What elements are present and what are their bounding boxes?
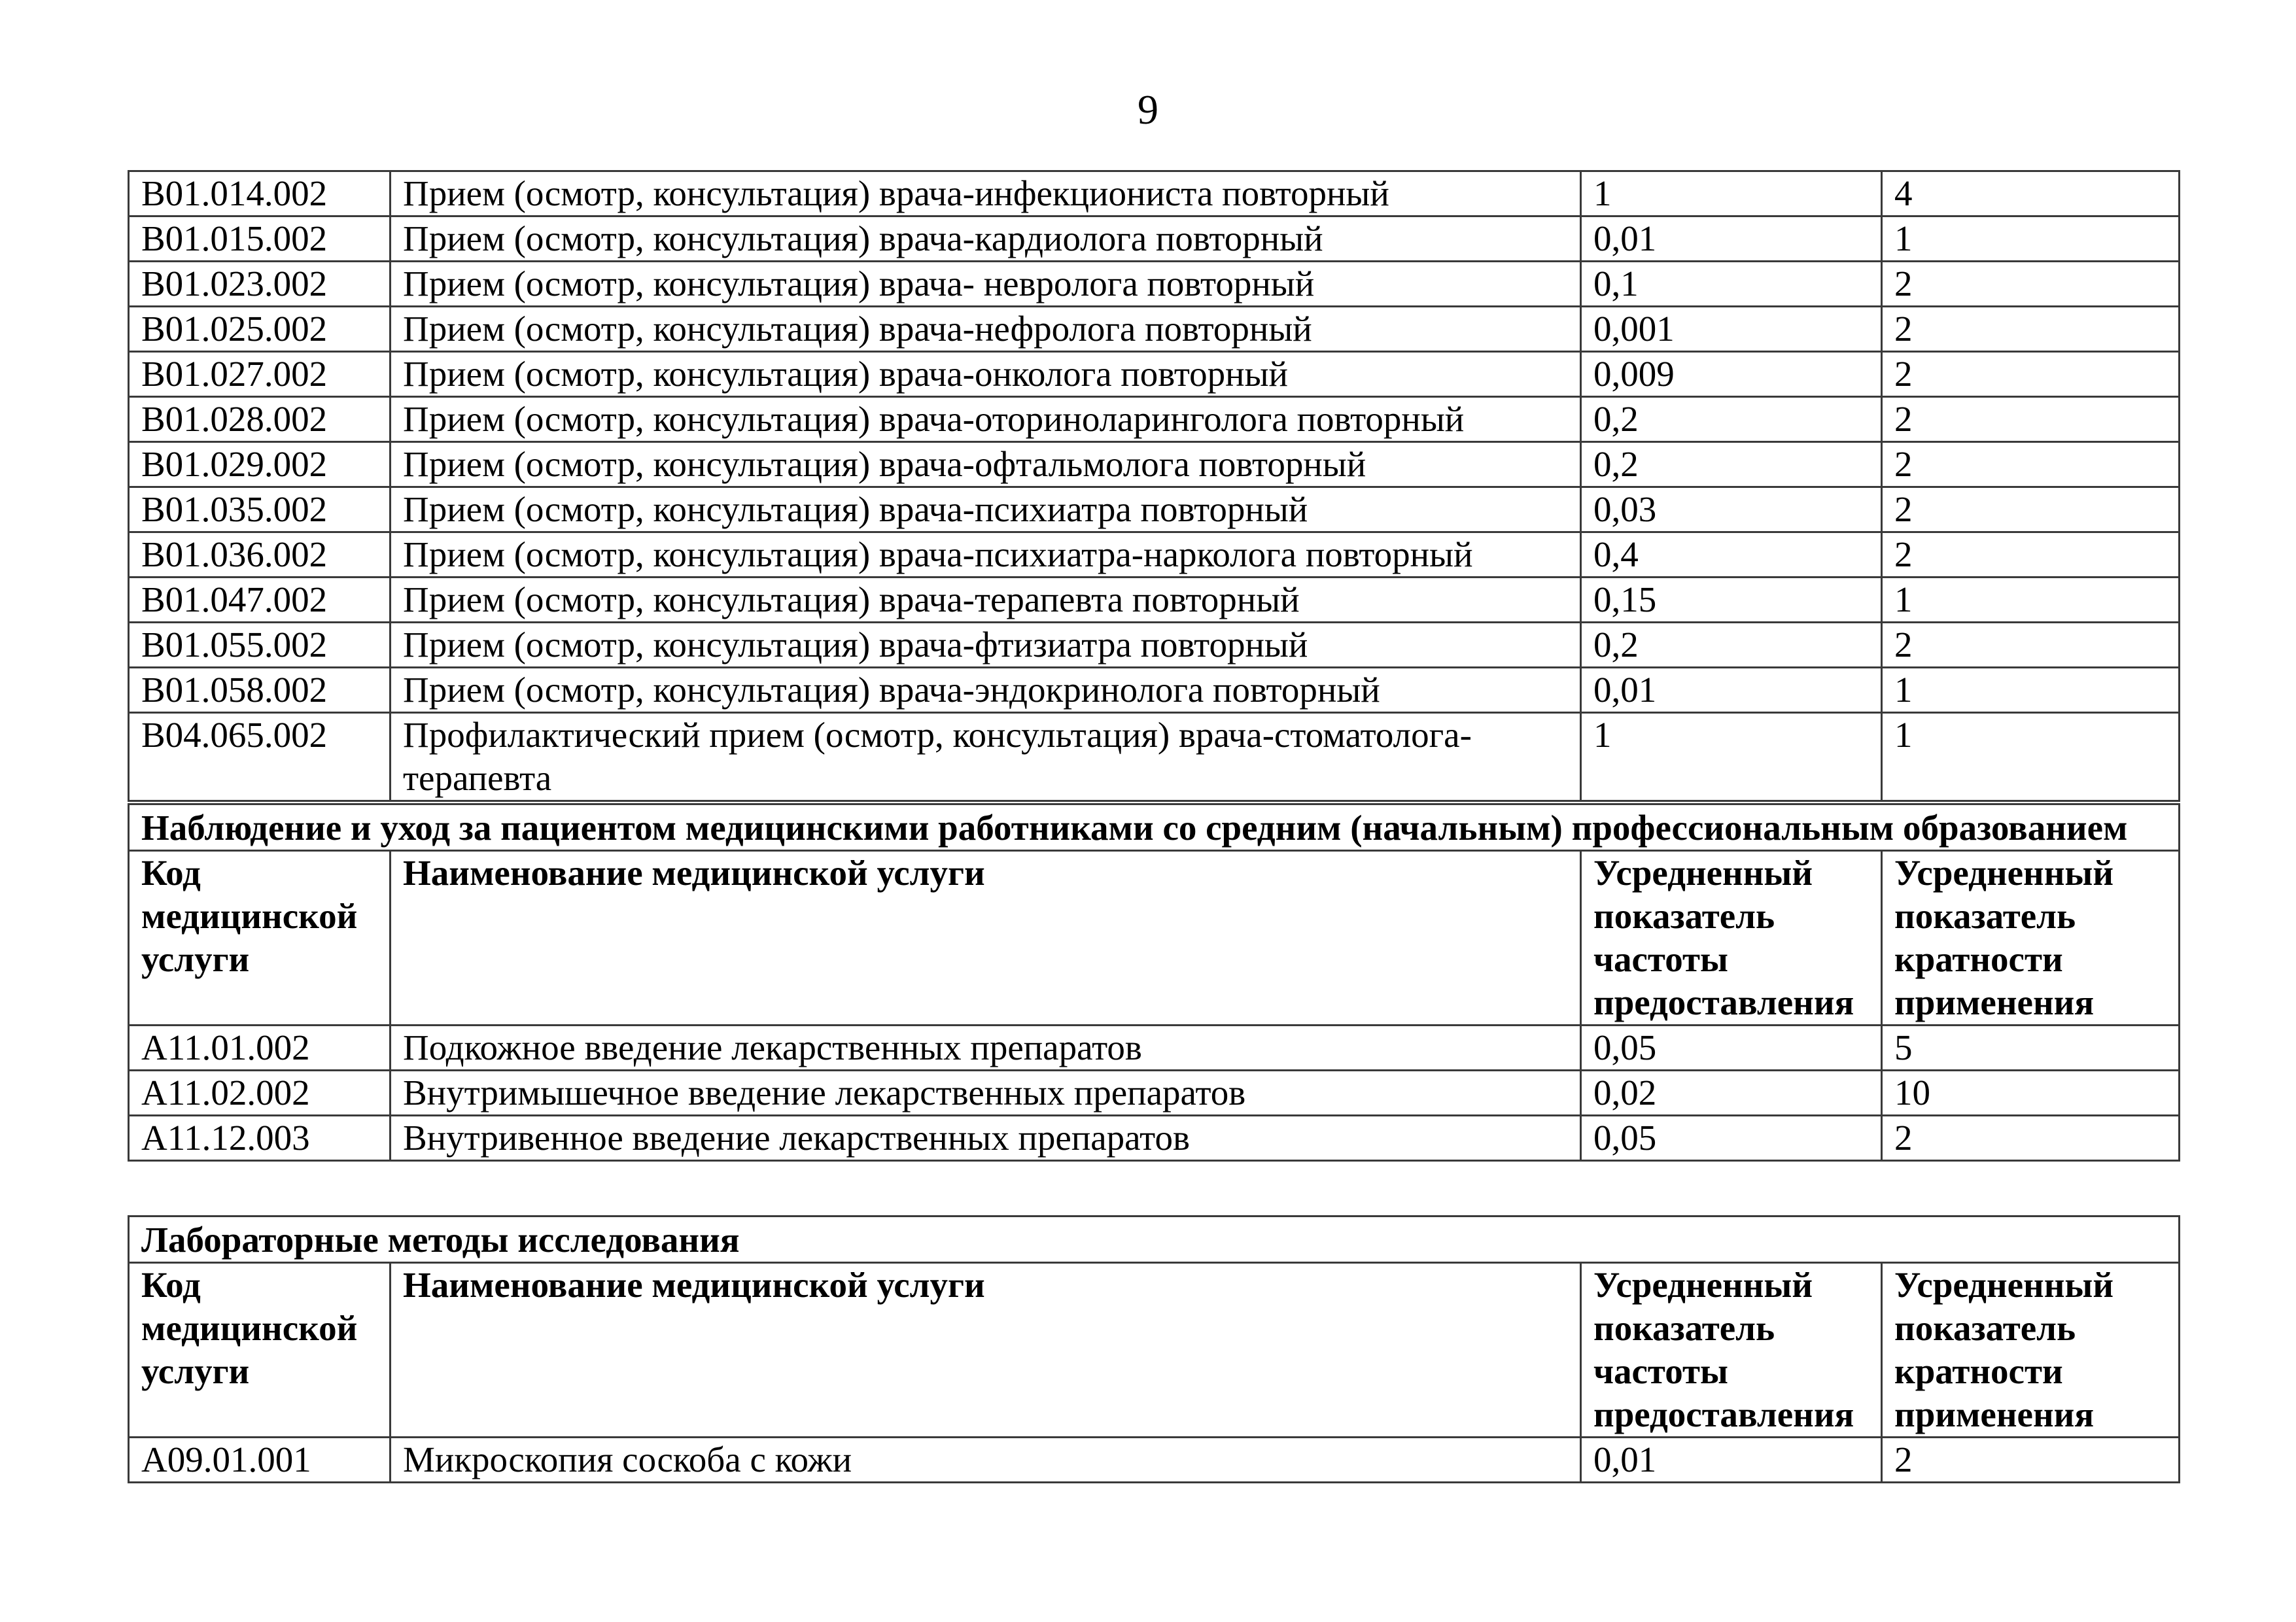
table-row bbox=[129, 578, 2180, 623]
multiplicity-value: 5 bbox=[1882, 1026, 2180, 1071]
service-code: B01.036.002 bbox=[129, 532, 391, 578]
table-row bbox=[129, 397, 2180, 442]
service-name: Прием (осмотр, консультация) врача-психиатра повторный bbox=[391, 487, 1581, 532]
column-header-multiplicity: Усредненный показатель кратности применения bbox=[1882, 851, 2180, 1026]
table-header-row bbox=[129, 1263, 2180, 1438]
multiplicity-value: 10 bbox=[1882, 1071, 2180, 1116]
service-name: Прием (осмотр, консультация) врача-кардиолога повторный bbox=[391, 216, 1581, 262]
frequency-value: 0,01 bbox=[1581, 668, 1882, 713]
service-code: B01.029.002 bbox=[129, 442, 391, 487]
frequency-value: 0,2 bbox=[1581, 623, 1882, 668]
table-row bbox=[129, 262, 2180, 307]
frequency-value: 0,05 bbox=[1581, 1026, 1882, 1071]
service-name: Прием (осмотр, консультация) врача-оториноларинголога повторный bbox=[391, 397, 1581, 442]
column-header-name: Наименование медицинской услуги bbox=[391, 851, 1581, 1026]
services-table-main bbox=[128, 170, 2180, 802]
multiplicity-value: 4 bbox=[1882, 171, 2180, 216]
service-code: B01.014.002 bbox=[129, 171, 391, 216]
column-header-frequency: Усредненный показатель частоты предоставления bbox=[1581, 851, 1882, 1026]
service-code: B01.058.002 bbox=[129, 668, 391, 713]
column-header-code: Код медицинской услуги bbox=[129, 851, 391, 1026]
frequency-value: 0,01 bbox=[1581, 216, 1882, 262]
service-name: Прием (осмотр, консультация) врача-офтальмолога повторный bbox=[391, 442, 1581, 487]
service-name: Внутримышечное введение лекарственных препаратов bbox=[391, 1071, 1581, 1116]
service-code: A09.01.001 bbox=[129, 1438, 391, 1483]
page-number: 9 bbox=[1138, 86, 1158, 133]
service-code: A11.01.002 bbox=[129, 1026, 391, 1071]
frequency-value: 0,03 bbox=[1581, 487, 1882, 532]
service-name: Внутривенное введение лекарственных препаратов bbox=[391, 1116, 1581, 1161]
frequency-value: 1 bbox=[1581, 171, 1882, 216]
multiplicity-value: 1 bbox=[1882, 713, 2180, 801]
column-header-name: Наименование медицинской услуги bbox=[391, 1263, 1581, 1438]
frequency-value: 0,02 bbox=[1581, 1071, 1882, 1116]
column-header-code: Код медицинской услуги bbox=[129, 1263, 391, 1438]
multiplicity-value: 2 bbox=[1882, 1438, 2180, 1483]
service-name: Прием (осмотр, консультация) врача-психиатра-нарколога повторный bbox=[391, 532, 1581, 578]
section-title: Наблюдение и уход за пациентом медицинскими работниками со средним (начальным) профессиональным образованием bbox=[129, 804, 2180, 851]
table-row bbox=[129, 532, 2180, 578]
frequency-value: 0,01 bbox=[1581, 1438, 1882, 1483]
table-row bbox=[129, 1116, 2180, 1161]
multiplicity-value: 2 bbox=[1882, 442, 2180, 487]
service-code: B01.015.002 bbox=[129, 216, 391, 262]
column-header-frequency: Усредненный показатель частоты предоставления bbox=[1581, 1263, 1882, 1438]
multiplicity-value: 2 bbox=[1882, 623, 2180, 668]
service-code: B01.035.002 bbox=[129, 487, 391, 532]
frequency-value: 0,009 bbox=[1581, 352, 1882, 397]
multiplicity-value: 2 bbox=[1882, 487, 2180, 532]
table-row bbox=[129, 216, 2180, 262]
service-name: Прием (осмотр, консультация) врача-эндокринолога повторный bbox=[391, 668, 1581, 713]
service-code: B01.055.002 bbox=[129, 623, 391, 668]
table-row bbox=[129, 352, 2180, 397]
multiplicity-value: 2 bbox=[1882, 307, 2180, 352]
service-code: B01.023.002 bbox=[129, 262, 391, 307]
multiplicity-value: 1 bbox=[1882, 668, 2180, 713]
table-row bbox=[129, 1438, 2180, 1483]
column-header-multiplicity: Усредненный показатель кратности применения bbox=[1882, 1263, 2180, 1438]
service-name: Прием (осмотр, консультация) врача- невролога повторный bbox=[391, 262, 1581, 307]
service-code: B01.025.002 bbox=[129, 307, 391, 352]
table-row bbox=[129, 668, 2180, 713]
service-code: B01.027.002 bbox=[129, 352, 391, 397]
frequency-value: 0,001 bbox=[1581, 307, 1882, 352]
table-row bbox=[129, 487, 2180, 532]
service-name: Прием (осмотр, консультация) врача-терапевта повторный bbox=[391, 578, 1581, 623]
service-name: Подкожное введение лекарственных препаратов bbox=[391, 1026, 1581, 1071]
table-row bbox=[129, 442, 2180, 487]
service-code: B04.065.002 bbox=[129, 713, 391, 801]
multiplicity-value: 2 bbox=[1882, 1116, 2180, 1161]
frequency-value: 0,1 bbox=[1581, 262, 1882, 307]
table-row bbox=[129, 1071, 2180, 1116]
table-row bbox=[129, 1026, 2180, 1071]
service-code: B01.047.002 bbox=[129, 578, 391, 623]
service-code: A11.12.003 bbox=[129, 1116, 391, 1161]
services-table-lab bbox=[128, 1215, 2180, 1483]
service-code: A11.02.002 bbox=[129, 1071, 391, 1116]
services-table-nursing bbox=[128, 803, 2180, 1162]
multiplicity-value: 2 bbox=[1882, 352, 2180, 397]
frequency-value: 0,05 bbox=[1581, 1116, 1882, 1161]
frequency-value: 1 bbox=[1581, 713, 1882, 801]
multiplicity-value: 1 bbox=[1882, 578, 2180, 623]
table-row bbox=[129, 623, 2180, 668]
service-name: Микроскопия соскоба с кожи bbox=[391, 1438, 1581, 1483]
multiplicity-value: 2 bbox=[1882, 397, 2180, 442]
table-row bbox=[129, 713, 2180, 801]
frequency-value: 0,2 bbox=[1581, 397, 1882, 442]
service-code: B01.028.002 bbox=[129, 397, 391, 442]
service-name: Профилактический прием (осмотр, консультация) врача-стоматолога-терапевта bbox=[391, 713, 1581, 801]
service-name: Прием (осмотр, консультация) врача-нефролога повторный bbox=[391, 307, 1581, 352]
service-name: Прием (осмотр, консультация) врача-фтизиатра повторный bbox=[391, 623, 1581, 668]
multiplicity-value: 2 bbox=[1882, 532, 2180, 578]
table-row bbox=[129, 307, 2180, 352]
section-title-row bbox=[129, 804, 2180, 851]
multiplicity-value: 1 bbox=[1882, 216, 2180, 262]
table-header-row bbox=[129, 851, 2180, 1026]
service-name: Прием (осмотр, консультация) врача-инфекциониста повторный bbox=[391, 171, 1581, 216]
service-name: Прием (осмотр, консультация) врача-онколога повторный bbox=[391, 352, 1581, 397]
multiplicity-value: 2 bbox=[1882, 262, 2180, 307]
frequency-value: 0,4 bbox=[1581, 532, 1882, 578]
frequency-value: 0,2 bbox=[1581, 442, 1882, 487]
table-row bbox=[129, 171, 2180, 216]
frequency-value: 0,15 bbox=[1581, 578, 1882, 623]
section-title: Лабораторные методы исследования bbox=[129, 1216, 2180, 1263]
section-title-row bbox=[129, 1216, 2180, 1263]
